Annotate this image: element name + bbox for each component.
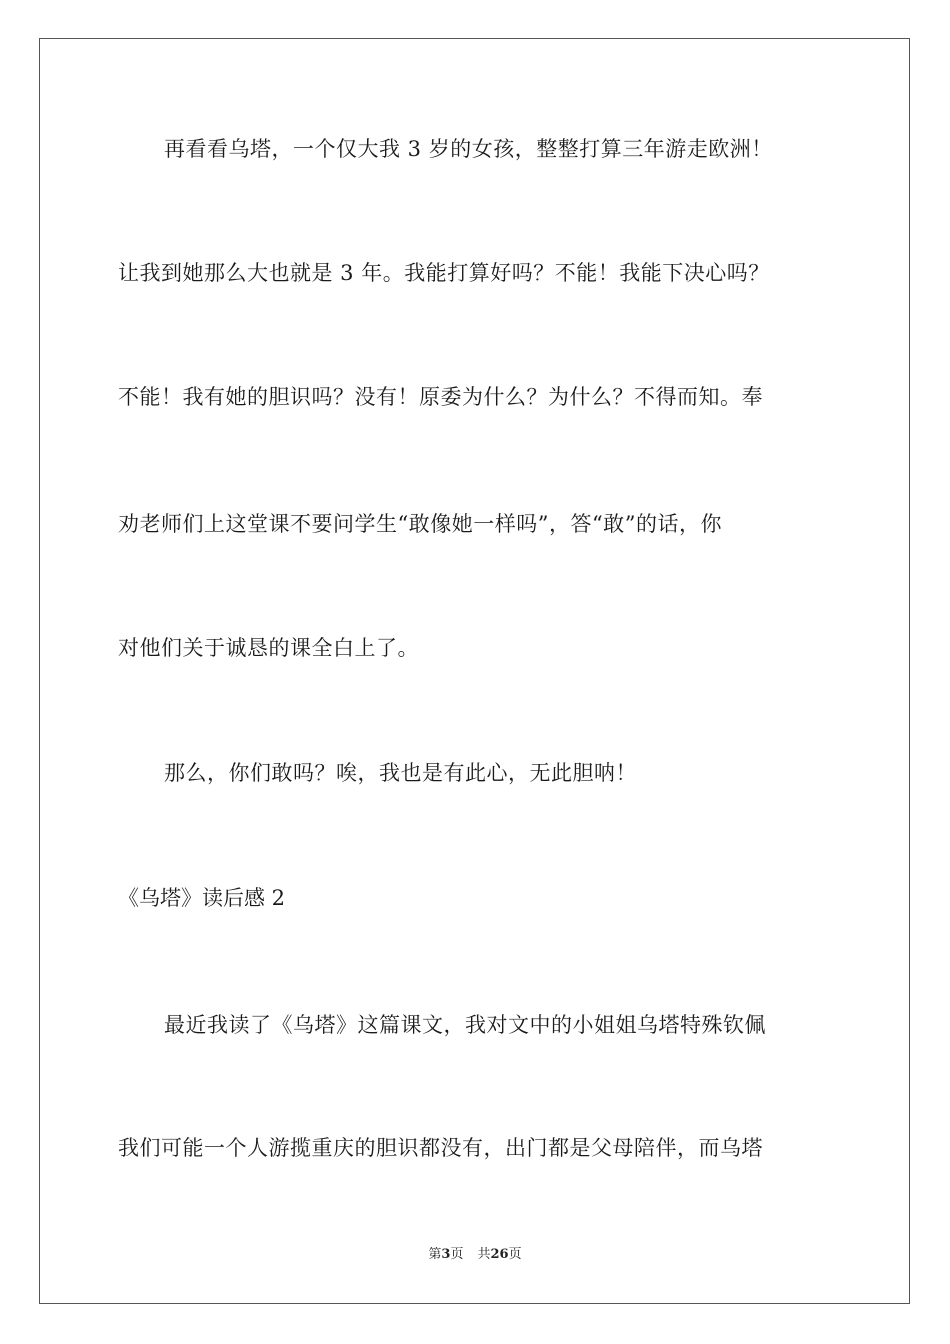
page-prefix: 第	[428, 1247, 442, 1262]
paragraph-line: 对他们关于诚恳的课全白上了。	[118, 636, 419, 660]
paragraph-line: 那么，你们敢吗？唉，我也是有此心，无此胆呐！	[164, 761, 637, 785]
total-pages: 26	[490, 1247, 509, 1262]
page-number: 3	[441, 1247, 451, 1262]
section-title: 《乌塔》读后感 2	[118, 886, 286, 910]
paragraph-line: 最近我读了《乌塔》这篇课文，我对文中的小姐姐乌塔特殊钦佩	[164, 1013, 766, 1037]
total-suffix: 页	[508, 1247, 522, 1262]
paragraph-line: 让我到她那么大也就是 3 年。我能打算好吗？不能！我能下决心吗？	[118, 261, 770, 285]
page-footer	[0, 1246, 950, 1264]
total-prefix: 共	[477, 1247, 491, 1262]
page-border	[39, 38, 910, 1304]
paragraph-line: 再看看乌塔，一个仅大我 3 岁的女孩，整整打算三年游走欧洲！	[164, 137, 773, 161]
paragraph-line: 劝老师们上这堂课不要问学生“敢像她一样吗”，答“敢”的话，你	[118, 512, 722, 536]
paragraph-line: 不能！我有她的胆识吗？没有！原委为什么？为什么？不得而知。奉	[118, 385, 763, 409]
paragraph-line: 我们可能一个人游揽重庆的胆识都没有，出门都是父母陪伴，而乌塔	[118, 1136, 763, 1160]
page-suffix: 页	[450, 1247, 464, 1262]
